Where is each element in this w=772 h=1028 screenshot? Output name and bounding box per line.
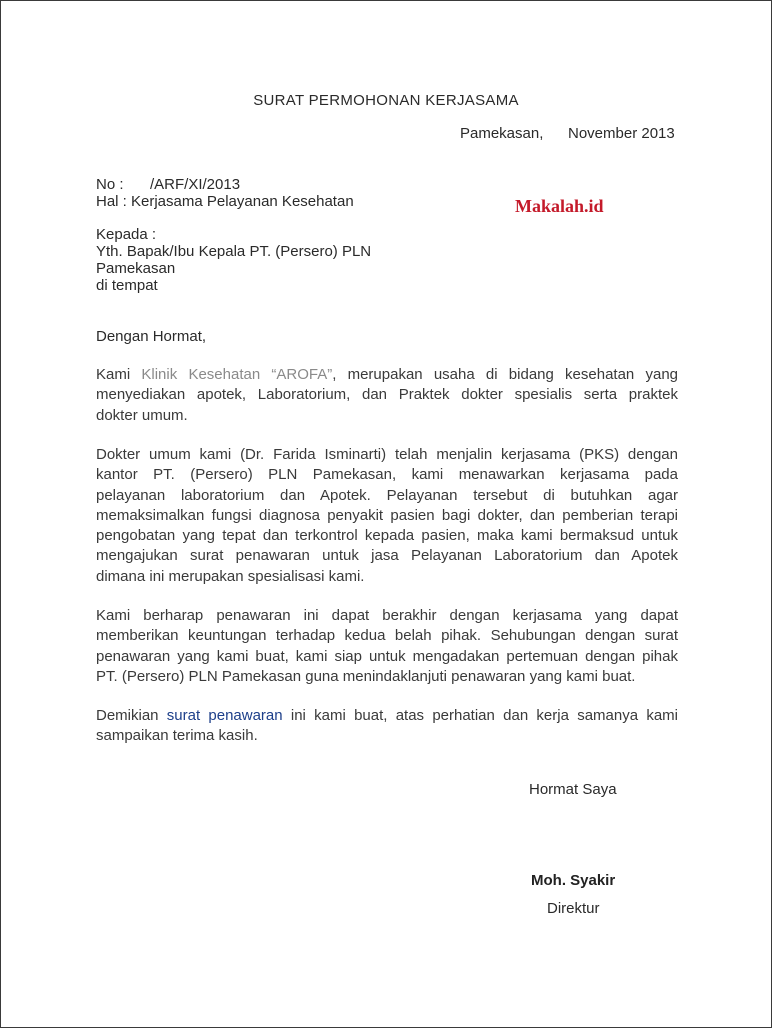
text-span: , merupakan usaha di bidang kesehatan yang bbox=[332, 366, 679, 383]
paragraph-line: penawaran yang kami buat, kami siap untuk mengadakan pertemuan dengan pihak bbox=[96, 647, 678, 665]
paragraph-line: memaksimalkan fungsi diagnosa penyakit pasien bagi dokter, dan pemberian terapi bbox=[96, 506, 678, 524]
paragraph-closing bbox=[96, 706, 678, 747]
subject-line: Hal : Kerjasama Pelayanan Kesehatan bbox=[96, 193, 354, 210]
paragraph-hope bbox=[96, 606, 678, 687]
place-text: Pamekasan, bbox=[460, 125, 544, 142]
paragraph-line: dimana ini merupakan spesialisasi kami. bbox=[96, 567, 365, 585]
text-span: ini kami buat, atas perhatian dan kerja samanya kami bbox=[282, 707, 678, 724]
date-text: November 2013 bbox=[568, 125, 675, 142]
paragraph-line bbox=[96, 365, 678, 385]
paragraph-line: kantor PT. (Persero) PLN Pamekasan, kami menawarkan kerjasama pada bbox=[96, 466, 678, 484]
recipient-line: Yth. Bapak/Ibu Kepala PT. (Persero) PLN bbox=[96, 243, 372, 260]
offer-letter-link[interactable]: surat penawaran bbox=[166, 707, 283, 724]
paragraph-intro bbox=[96, 365, 678, 426]
text-span: Kami bbox=[96, 366, 142, 383]
clinic-name: Klinik Kesehatan “AROFA” bbox=[141, 366, 333, 383]
paragraph-line: Dokter umum kami (Dr. Farida Isminarti) telah menjalin kerjasama (PKS) dengan bbox=[96, 446, 678, 463]
number-value: /ARF/XI/2013 bbox=[150, 176, 241, 193]
letter-title: SURAT PERMOHONAN KERJASAMA bbox=[253, 92, 519, 109]
number-label: No : bbox=[96, 176, 124, 193]
paragraph-line: dokter umum. bbox=[96, 406, 188, 424]
closing-salutation: Hormat Saya bbox=[529, 781, 617, 798]
recipient-label: Kepada : bbox=[96, 226, 157, 243]
paragraph-line: pengobatan yang tepat dan terkontrol kepada pasien, maka kami bermaksud untuk bbox=[96, 527, 678, 545]
signer-name: Moh. Syakir bbox=[531, 872, 616, 889]
paragraph-line: sampaikan terima kasih. bbox=[96, 727, 258, 745]
paragraph-line: pelayanan laboratorium dan Apotek. Pelayanan tersebut di butuhkan agar bbox=[96, 486, 678, 504]
paragraph-line: mengajukan surat penawaran untuk jasa Pelayanan Laboratorium dan Apotek bbox=[96, 547, 678, 565]
watermark-logo: Makalah.id bbox=[515, 196, 604, 216]
paragraph-offer bbox=[96, 445, 678, 587]
recipient-location: di tempat bbox=[96, 277, 158, 294]
paragraph-line bbox=[96, 706, 678, 726]
recipient-city: Pamekasan bbox=[96, 260, 176, 277]
signer-title: Direktur bbox=[547, 900, 600, 917]
paragraph-line: Kami berharap penawaran ini dapat berakhir dengan kerjasama yang dapat bbox=[96, 607, 678, 624]
text-span: Demikian bbox=[96, 707, 167, 724]
greeting: Dengan Hormat, bbox=[96, 328, 207, 345]
paragraph-line: memberikan keuntungan terhadap kedua belah pihak. Sehubungan dengan surat bbox=[96, 627, 678, 645]
paragraph-line: PT. (Persero) PLN Pamekasan guna menindaklanjuti penawaran yang kami buat. bbox=[96, 667, 636, 685]
paragraph-line: menyediakan apotek, Laboratorium, dan Praktek dokter spesialis serta praktek bbox=[96, 386, 678, 404]
